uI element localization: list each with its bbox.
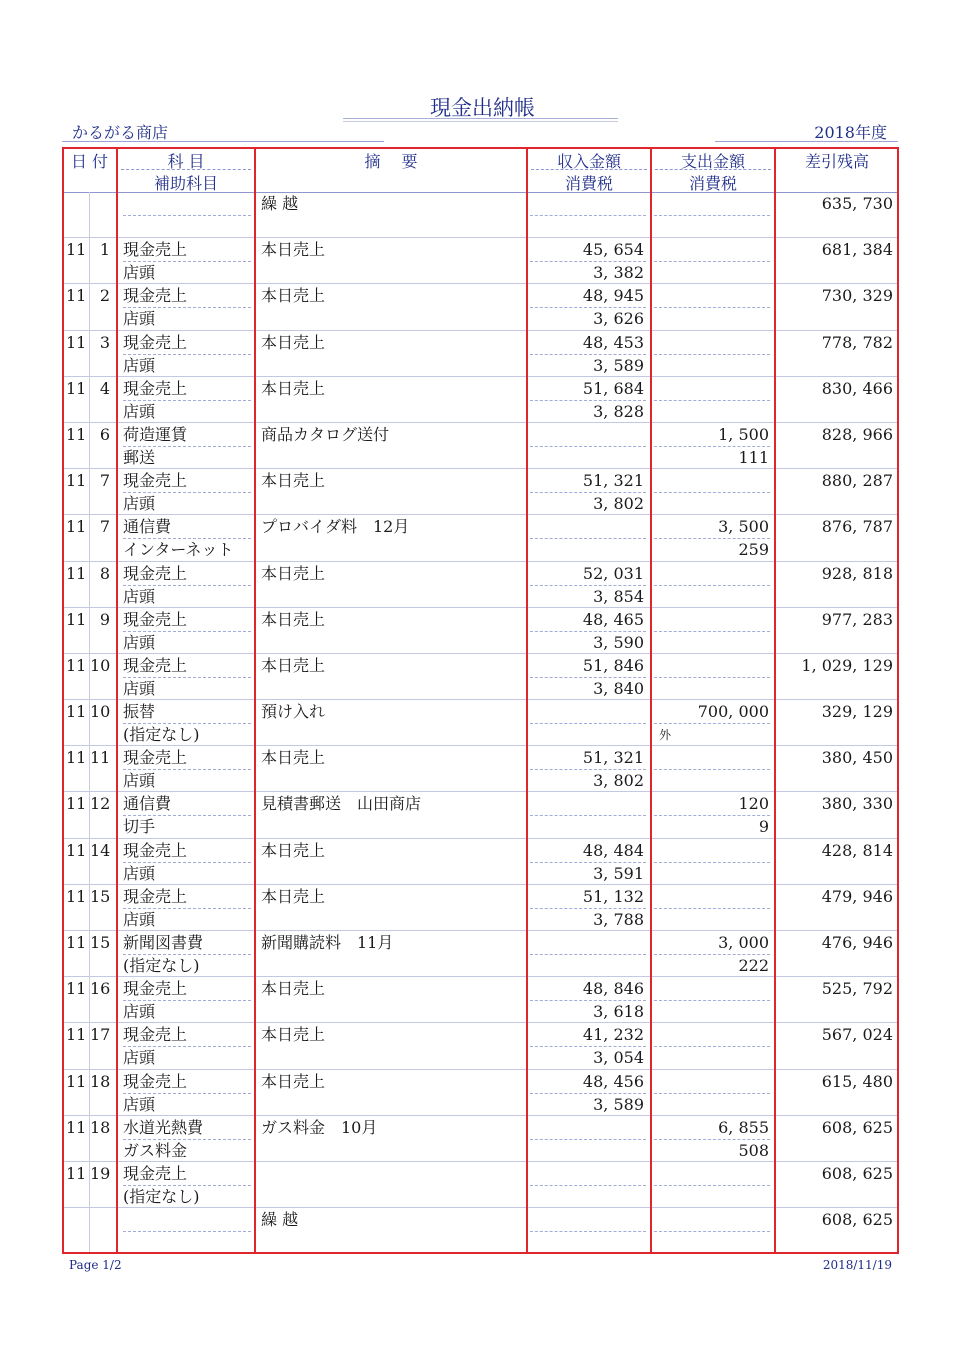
row-memo: 本日売上 <box>261 1025 326 1045</box>
row-mark: 外 <box>659 728 672 743</box>
row-income-tax: 3, 802 <box>593 494 644 514</box>
row-dashed-divider <box>654 1185 770 1186</box>
header-date-label: 日 付 <box>70 152 109 171</box>
row-balance: 977, 283 <box>821 609 893 629</box>
row-memo: 本日売上 <box>261 748 326 768</box>
row-account: 現金売上 <box>123 1025 188 1045</box>
header-account-label: 科 目 <box>167 152 205 171</box>
row-balance: 830, 466 <box>821 378 893 398</box>
row-balance: 608, 625 <box>821 1210 893 1230</box>
header-expense-divider <box>655 169 771 170</box>
row-month: 11 <box>66 702 87 722</box>
row-dashed-divider <box>530 954 646 955</box>
row-dashed-divider <box>654 492 770 493</box>
row-balance: 876, 787 <box>821 517 893 537</box>
row-account: 現金売上 <box>123 240 188 260</box>
row-balance: 479, 946 <box>821 886 893 906</box>
header-expense-label: 支出金額 <box>680 152 745 171</box>
row-balance: 778, 782 <box>821 332 893 352</box>
row-day: 15 <box>90 933 111 952</box>
row-month: 11 <box>66 655 87 675</box>
row-sub-account: 店頭 <box>123 494 156 514</box>
row-dashed-divider <box>654 1000 770 1001</box>
row-memo: 商品カタログ送付 <box>261 424 390 444</box>
row-month: 11 <box>66 1071 87 1091</box>
row-account: 現金売上 <box>123 563 188 583</box>
row-memo: 本日売上 <box>261 332 326 352</box>
row-balance: 380, 330 <box>821 794 893 814</box>
row-memo: 新聞購読料 11月 <box>261 933 394 952</box>
row-day: 7 <box>99 471 110 491</box>
row-memo: 本日売上 <box>261 471 326 491</box>
row-month: 11 <box>66 332 87 352</box>
row-dashed-divider <box>654 723 770 724</box>
row-month: 11 <box>66 240 87 260</box>
row-expense: 1, 500 <box>718 424 769 444</box>
row-day: 14 <box>90 840 111 860</box>
print-date: 2018/11/19 <box>822 1258 892 1272</box>
row-dashed-divider <box>654 261 770 262</box>
row-income-tax: 3, 626 <box>593 309 644 329</box>
row-income-tax: 3, 802 <box>593 771 644 791</box>
row-dashed-divider <box>654 1093 770 1094</box>
cash-ledger-table <box>62 147 899 1254</box>
row-income-tax: 3, 589 <box>593 1094 644 1114</box>
row-balance: 476, 946 <box>821 933 893 952</box>
row-sub-account: 店頭 <box>123 771 156 791</box>
row-balance: 329, 129 <box>821 702 893 722</box>
row-expense-tax: 259 <box>738 540 769 560</box>
row-dashed-divider <box>654 585 770 586</box>
header-account-divider <box>121 169 251 170</box>
row-dashed-divider <box>654 1046 770 1047</box>
row-income: 48, 945 <box>582 286 644 306</box>
row-balance: 1, 029, 129 <box>801 655 893 675</box>
row-sub-account: 店頭 <box>123 401 156 421</box>
row-expense-tax: 508 <box>738 1140 769 1160</box>
row-income: 51, 132 <box>582 886 644 906</box>
row-income-tax: 3, 618 <box>593 1002 644 1022</box>
row-balance: 428, 814 <box>821 840 893 860</box>
row-month: 11 <box>66 563 87 583</box>
row-sub-account: 店頭 <box>123 309 156 329</box>
row-memo: 本日売上 <box>261 979 326 999</box>
row-month: 11 <box>66 1025 87 1045</box>
row-income-tax: 3, 854 <box>593 586 644 606</box>
row-balance: 681, 384 <box>821 240 893 260</box>
row-day: 15 <box>90 886 111 906</box>
header-account <box>117 147 255 192</box>
row-income: 41, 232 <box>582 1025 644 1045</box>
row-account: 荷造運賃 <box>123 424 188 444</box>
row-sub-account: 店頭 <box>123 1048 156 1068</box>
row-memo: 本日売上 <box>261 240 326 260</box>
row-month: 11 <box>66 840 87 860</box>
column-divider-memo <box>526 147 528 1254</box>
row-day: 16 <box>90 979 111 999</box>
row-expense-tax: 222 <box>738 956 769 975</box>
row-account: 新聞図書費 <box>123 933 204 952</box>
row-memo: 本日売上 <box>261 886 326 906</box>
header-memo <box>255 147 527 192</box>
row-balance: 635, 730 <box>821 194 893 213</box>
row-month: 11 <box>66 286 87 306</box>
row-day: 10 <box>90 655 111 675</box>
row-memo: 本日売上 <box>261 286 326 306</box>
row-income: 51, 321 <box>582 471 644 491</box>
row-day: 18 <box>90 1117 111 1137</box>
row-day: 3 <box>99 332 110 352</box>
row-sub-account: 店頭 <box>123 1002 156 1022</box>
row-day: 2 <box>99 286 110 306</box>
row-dashed-divider <box>530 815 646 816</box>
row-income-tax: 3, 788 <box>593 909 644 929</box>
title-underline-secondary <box>343 121 618 122</box>
row-dashed-divider <box>654 400 770 401</box>
row-income: 52, 031 <box>582 563 644 583</box>
row-account: 水道光熱費 <box>123 1117 204 1137</box>
row-dashed-divider <box>654 307 770 308</box>
row-sub-account: 店頭 <box>123 632 156 652</box>
row-income: 48, 453 <box>582 332 644 352</box>
column-divider-account <box>254 147 256 1254</box>
row-account: 通信費 <box>123 794 172 814</box>
row-dashed-divider <box>654 908 770 909</box>
column-divider-date <box>116 147 118 1254</box>
fiscal-year-underline <box>715 141 898 142</box>
header-balance <box>775 147 899 192</box>
row-dashed-divider <box>654 769 770 770</box>
header-memo-label: 摘 要 <box>364 152 418 171</box>
title-underline <box>343 118 618 119</box>
fiscal-year: 2018年度 <box>814 123 887 142</box>
row-dashed-divider <box>654 631 770 632</box>
row-dashed-divider <box>654 1231 770 1232</box>
row-day: 9 <box>99 609 110 629</box>
row-sub-account: 切手 <box>123 817 156 837</box>
row-sub-account: ガス料金 <box>123 1140 188 1160</box>
row-month: 11 <box>66 748 87 768</box>
row-income: 48, 456 <box>582 1071 644 1091</box>
row-income-tax: 3, 840 <box>593 678 644 698</box>
row-month: 11 <box>66 378 87 398</box>
row-expense-tax: 9 <box>758 817 769 837</box>
row-month: 11 <box>66 517 87 537</box>
row-balance: 380, 450 <box>821 748 893 768</box>
row-day: 18 <box>90 1071 111 1091</box>
row-dashed-divider <box>654 354 770 355</box>
row-sub-account: 店頭 <box>123 355 156 375</box>
shop-name-underline <box>62 141 384 142</box>
row-balance: 525, 792 <box>821 979 893 999</box>
row-balance: 608, 625 <box>821 1117 893 1137</box>
header-balance-label: 差引残高 <box>804 152 869 171</box>
row-income: 48, 465 <box>582 609 644 629</box>
header-income <box>527 147 651 192</box>
row-memo: 本日売上 <box>261 840 326 860</box>
row-month: 11 <box>66 933 87 952</box>
row-income: 48, 846 <box>582 979 644 999</box>
row-income-tax: 3, 590 <box>593 632 644 652</box>
row-dashed-divider <box>530 1231 646 1232</box>
row-dashed-divider <box>530 446 646 447</box>
row-memo: 預け入れ <box>261 702 326 722</box>
row-memo: ガス料金 10月 <box>261 1117 378 1137</box>
row-expense-tax: 111 <box>738 447 769 467</box>
row-dashed-divider <box>530 1185 646 1186</box>
row-account: 現金売上 <box>123 332 188 352</box>
page-number: Page 1/2 <box>69 1258 122 1272</box>
row-income: 45, 654 <box>582 240 644 260</box>
row-sub-account: 店頭 <box>123 263 156 283</box>
row-account: 振替 <box>123 702 156 722</box>
row-dashed-divider <box>530 723 646 724</box>
row-dashed-divider <box>123 1231 251 1232</box>
row-sub-account: (指定なし) <box>123 956 200 975</box>
row-memo: 本日売上 <box>261 1071 326 1091</box>
header-income-divider <box>531 169 647 170</box>
row-memo: 繰 越 <box>261 194 299 213</box>
row-memo: 本日売上 <box>261 378 326 398</box>
row-day: 7 <box>99 517 110 537</box>
row-memo: 本日売上 <box>261 563 326 583</box>
row-sub-account: 店頭 <box>123 586 156 606</box>
header-income-tax-label: 消費税 <box>564 174 613 193</box>
row-day: 19 <box>90 1163 111 1183</box>
row-month: 11 <box>66 609 87 629</box>
row-income-tax: 3, 054 <box>593 1048 644 1068</box>
row-account: 現金売上 <box>123 748 188 768</box>
row-memo: 見積書郵送 山田商店 <box>261 794 422 814</box>
row-sub-account: (指定なし) <box>123 1186 200 1206</box>
row-balance: 928, 818 <box>821 563 893 583</box>
row-sub-account: 店頭 <box>123 863 156 883</box>
row-income-tax: 3, 589 <box>593 355 644 375</box>
row-day: 10 <box>90 702 111 722</box>
row-month: 11 <box>66 979 87 999</box>
row-sub-account: 店頭 <box>123 678 156 698</box>
column-divider-expense <box>774 147 776 1254</box>
row-income: 51, 846 <box>582 655 644 675</box>
row-income: 48, 484 <box>582 840 644 860</box>
row-account: 現金売上 <box>123 609 188 629</box>
row-balance: 608, 625 <box>821 1163 893 1183</box>
row-month: 11 <box>66 1117 87 1137</box>
row-account: 現金売上 <box>123 1163 188 1183</box>
row-sub-account: 店頭 <box>123 1094 156 1114</box>
row-account: 現金売上 <box>123 979 188 999</box>
row-balance: 615, 480 <box>821 1071 893 1091</box>
row-month: 11 <box>66 794 87 814</box>
row-balance: 880, 287 <box>821 471 893 491</box>
row-income-tax: 3, 591 <box>593 863 644 883</box>
row-day: 4 <box>99 378 110 398</box>
column-divider-income <box>650 147 652 1254</box>
row-sub-account: インターネット <box>123 540 234 560</box>
row-dashed-divider <box>123 215 251 216</box>
row-day: 17 <box>90 1025 111 1045</box>
header-income-label: 収入金額 <box>556 152 621 171</box>
row-sub-account: (指定なし) <box>123 725 200 745</box>
row-memo: 本日売上 <box>261 655 326 675</box>
row-memo: プロバイダ料 12月 <box>261 517 410 537</box>
shop-name: かるがる商店 <box>72 123 169 142</box>
row-expense: 6, 855 <box>718 1117 769 1137</box>
header-expense <box>651 147 775 192</box>
row-account: 現金売上 <box>123 886 188 906</box>
row-dashed-divider <box>654 215 770 216</box>
row-dashed-divider <box>530 538 646 539</box>
row-account: 現金売上 <box>123 840 188 860</box>
row-account: 現金売上 <box>123 471 188 491</box>
row-month: 11 <box>66 1163 87 1183</box>
row-memo: 本日売上 <box>261 609 326 629</box>
row-expense: 3, 500 <box>718 517 769 537</box>
header-date <box>62 147 117 192</box>
row-month: 11 <box>66 471 87 491</box>
header-sub-account-label: 補助科目 <box>153 174 218 193</box>
row-account: 通信費 <box>123 517 172 537</box>
row-sub-account: 郵送 <box>123 447 156 467</box>
row-sub-account: 店頭 <box>123 909 156 929</box>
row-expense: 3, 000 <box>718 933 769 952</box>
month-day-divider <box>89 192 90 1254</box>
row-income: 51, 684 <box>582 378 644 398</box>
row-account: 現金売上 <box>123 1071 188 1091</box>
row-dashed-divider <box>654 677 770 678</box>
row-account: 現金売上 <box>123 286 188 306</box>
document-title: 現金出納帳 <box>430 96 535 120</box>
row-income: 51, 321 <box>582 748 644 768</box>
row-month: 11 <box>66 886 87 906</box>
row-dashed-divider <box>530 1139 646 1140</box>
row-expense: 120 <box>738 794 769 814</box>
row-balance: 730, 329 <box>821 286 893 306</box>
row-day: 12 <box>90 794 111 814</box>
row-day: 8 <box>99 563 110 583</box>
row-day: 1 <box>99 240 110 260</box>
row-month: 11 <box>66 424 87 444</box>
row-income-tax: 3, 828 <box>593 401 644 421</box>
row-memo: 繰 越 <box>261 1210 299 1230</box>
row-income-tax: 3, 382 <box>593 263 644 283</box>
header-expense-tax-label: 消費税 <box>688 174 737 193</box>
row-account: 現金売上 <box>123 655 188 675</box>
row-dashed-divider <box>654 862 770 863</box>
row-day: 11 <box>90 748 111 768</box>
row-balance: 828, 966 <box>821 424 893 444</box>
row-dashed-divider <box>530 215 646 216</box>
row-expense: 700, 000 <box>697 702 769 722</box>
row-balance: 567, 024 <box>821 1025 893 1045</box>
row-account: 現金売上 <box>123 378 188 398</box>
row-day: 6 <box>99 424 110 444</box>
